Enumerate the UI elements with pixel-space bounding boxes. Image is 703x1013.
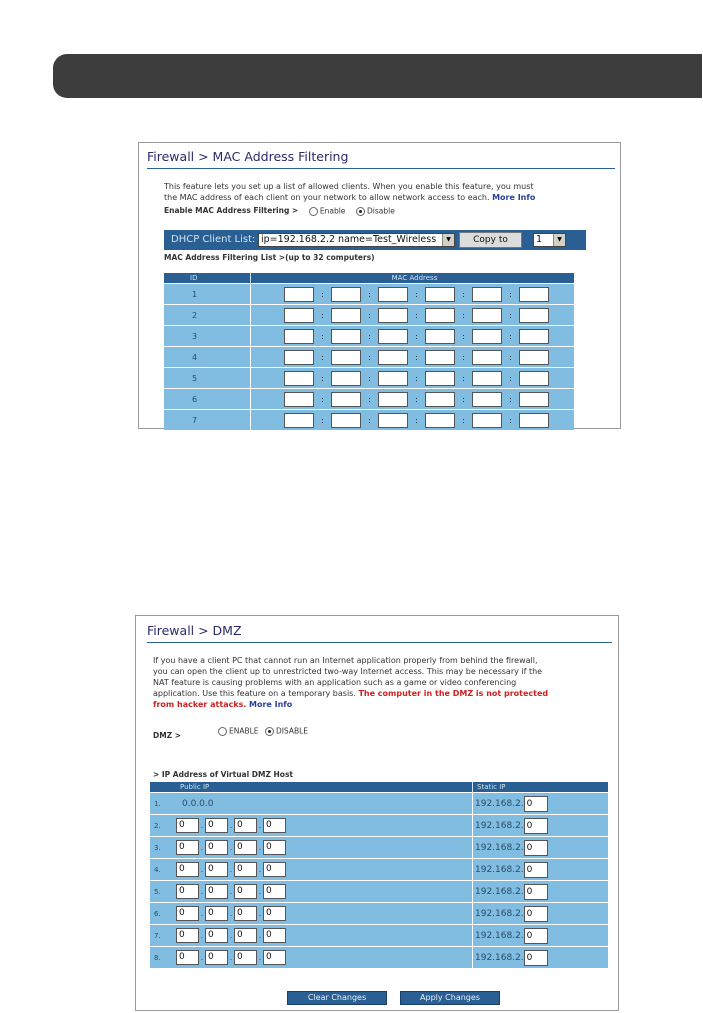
mac-col-id: ID: [164, 273, 251, 284]
public-ip-octet-input[interactable]: 0: [176, 884, 199, 899]
mac-separator: :: [462, 373, 465, 383]
mac-separator: :: [415, 289, 418, 299]
mac-address-table: [164, 273, 574, 430]
mac-separator: :: [462, 394, 465, 404]
mac-desc-line-2-text: the MAC address of each client on your network to allow network access to each.: [164, 193, 490, 202]
mac-octet-input[interactable]: [425, 392, 455, 407]
ip-dot: .: [229, 865, 233, 874]
mac-description: [164, 181, 604, 203]
mac-octet-input[interactable]: [331, 350, 361, 365]
public-ip-octet-input[interactable]: 0: [176, 906, 199, 921]
dmz-static-ip: [473, 837, 609, 859]
mac-enable-radio[interactable]: [309, 207, 318, 216]
dmz-row-number: 6.: [150, 903, 176, 925]
static-ip-input[interactable]: 0: [524, 950, 548, 966]
dmz-static-ip: [473, 859, 609, 881]
dmz-label: DMZ >: [153, 731, 182, 740]
public-ip-octet-input[interactable]: 0: [234, 818, 257, 833]
table-row: [150, 837, 608, 859]
mac-separator: :: [415, 331, 418, 341]
mac-separator: :: [321, 352, 324, 362]
table-row: [164, 305, 574, 326]
ip-dot: .: [258, 843, 262, 852]
public-ip-value: 0.0.0.0: [182, 798, 214, 809]
mac-octet-input[interactable]: [425, 329, 455, 344]
mac-octet-input[interactable]: [284, 371, 314, 386]
ip-dot: .: [200, 843, 204, 852]
dhcp-client-label: DHCP Client List:: [171, 234, 256, 245]
table-row: [150, 815, 608, 837]
dmz-public-ip: [176, 859, 473, 881]
public-ip-octet-input[interactable]: 0: [263, 862, 286, 877]
dmz-desc-line-4-text: application. Use this feature on a temporary basis.: [153, 689, 356, 698]
dmz-row-number: 7.: [150, 925, 176, 947]
mac-row-fields: [251, 368, 575, 389]
mac-row-fields: [251, 389, 575, 410]
mac-col-address: MAC Address: [251, 273, 575, 284]
chevron-down-icon: ▼: [442, 234, 454, 246]
mac-more-info-link[interactable]: More Info: [492, 193, 536, 202]
mac-separator: :: [509, 373, 512, 383]
static-ip-input[interactable]: 0: [524, 928, 548, 944]
dmz-public-ip: [176, 947, 473, 969]
public-ip-octet-input[interactable]: 0: [234, 840, 257, 855]
mac-separator: :: [462, 415, 465, 425]
public-ip-octet-input[interactable]: 0: [263, 884, 286, 899]
dmz-panel-title: Firewall > DMZ: [147, 623, 242, 638]
mac-octet-input[interactable]: [284, 413, 314, 428]
public-ip-octet-input[interactable]: 0: [234, 928, 257, 943]
ip-dot: .: [200, 953, 204, 962]
mac-octet-input[interactable]: [519, 413, 549, 428]
mac-separator: :: [368, 310, 371, 320]
mac-separator: :: [462, 352, 465, 362]
dmz-warning-1: The computer in the DMZ is not protected: [358, 689, 549, 698]
table-row: [164, 410, 574, 431]
mac-octet-input[interactable]: [519, 350, 549, 365]
copy-target-select[interactable]: [533, 233, 566, 247]
mac-separator: :: [415, 352, 418, 362]
ip-dot: .: [258, 953, 262, 962]
mac-octet-input[interactable]: [472, 392, 502, 407]
mac-separator: :: [509, 394, 512, 404]
mac-separator: :: [462, 331, 465, 341]
mac-row-fields: [251, 347, 575, 368]
mac-separator: :: [321, 310, 324, 320]
dmz-description: [153, 655, 608, 710]
mac-row-id: 2: [164, 305, 251, 326]
ip-dot: .: [258, 909, 262, 918]
public-ip-octet-input[interactable]: 0: [176, 840, 199, 855]
public-ip-octet-input[interactable]: 0: [263, 840, 286, 855]
dmz-enable-radio[interactable]: [218, 727, 227, 736]
copy-to-button[interactable]: Copy to: [459, 232, 522, 248]
ip-dot: .: [258, 931, 262, 940]
dmz-public-ip: [176, 881, 473, 903]
mac-separator: :: [462, 310, 465, 320]
dmz-static-ip: [473, 881, 609, 903]
dmz-public-ip: [176, 815, 473, 837]
mac-row-id: 7: [164, 410, 251, 431]
dmz-more-info-link[interactable]: More Info: [249, 700, 293, 709]
mac-octet-input[interactable]: [331, 413, 361, 428]
dmz-enable-text: ENABLE: [229, 726, 259, 736]
mac-title-divider: [147, 168, 615, 169]
static-ip-input[interactable]: 0: [524, 796, 548, 812]
mac-octet-input[interactable]: [378, 392, 408, 407]
mac-row-fields: [251, 326, 575, 347]
public-ip-octet-input[interactable]: 0: [176, 950, 199, 965]
dmz-row-number: 2.: [150, 815, 176, 837]
static-ip-prefix: 192.168.2.: [475, 798, 524, 809]
ip-dot: .: [200, 909, 204, 918]
dmz-host-table: [150, 782, 608, 968]
dmz-public-ip: [176, 837, 473, 859]
mac-separator: :: [368, 289, 371, 299]
dmz-row-number: 1.: [150, 793, 176, 815]
public-ip-octet-input[interactable]: 0: [234, 906, 257, 921]
dmz-disable-radio[interactable]: [265, 727, 274, 736]
copy-target-value: 1: [536, 234, 543, 245]
apply-changes-button[interactable]: Apply Changes: [400, 991, 500, 1005]
mac-row-id: 4: [164, 347, 251, 368]
mac-octet-input[interactable]: [284, 392, 314, 407]
mac-list-label: MAC Address Filtering List >(up to 32 computers): [164, 253, 375, 262]
table-row: [150, 793, 608, 815]
mac-enable-label: Enable MAC Address Filtering >: [164, 206, 299, 215]
mac-octet-input[interactable]: [425, 287, 455, 302]
table-row: [150, 859, 608, 881]
mac-octet-input[interactable]: [378, 308, 408, 323]
static-ip-input[interactable]: 0: [524, 884, 548, 900]
mac-disable-radio[interactable]: [356, 207, 365, 216]
mac-row-fields: [251, 305, 575, 326]
dmz-static-ip: [473, 947, 609, 969]
dmz-col-public: Public IP: [176, 782, 473, 793]
public-ip-octet-input[interactable]: 0: [234, 950, 257, 965]
public-ip-octet-input[interactable]: 0: [263, 950, 286, 965]
dhcp-client-select[interactable]: [258, 233, 455, 247]
dmz-static-ip: [473, 815, 609, 837]
chevron-down-icon: ▼: [553, 234, 565, 246]
mac-row-fields: [251, 410, 575, 431]
public-ip-octet-input[interactable]: 0: [176, 818, 199, 833]
dmz-row-number: 5.: [150, 881, 176, 903]
table-row: [164, 326, 574, 347]
public-ip-octet-input[interactable]: 0: [176, 862, 199, 877]
mac-octet-input[interactable]: [378, 350, 408, 365]
mac-disable-text: Disable: [367, 206, 395, 216]
mac-separator: :: [368, 331, 371, 341]
public-ip-octet-input[interactable]: 0: [205, 840, 228, 855]
table-row: [164, 347, 574, 368]
static-ip-input[interactable]: 0: [524, 840, 548, 856]
public-ip-octet-input[interactable]: 0: [205, 862, 228, 877]
table-row: [150, 925, 608, 947]
dmz-static-ip: [473, 903, 609, 925]
mac-octet-input[interactable]: [425, 371, 455, 386]
dmz-desc-line-2: you can open the client up to unrestricted two-way Internet access. This may be necessary if the: [153, 667, 543, 676]
static-ip-prefix: 192.168.2.: [475, 820, 524, 831]
dmz-row-number: 8.: [150, 947, 176, 969]
dmz-disable-text: DISABLE: [275, 726, 309, 736]
mac-separator: :: [415, 310, 418, 320]
ip-dot: .: [200, 887, 204, 896]
mac-octet-input[interactable]: [284, 308, 314, 323]
dmz-public-ip: [176, 925, 473, 947]
dmz-warning-2: from hacker attacks.: [153, 700, 247, 709]
dmz-desc-line-5: [153, 699, 608, 710]
dmz-desc-line-3: NAT feature is causing problems with an application such as a game or video conferencing: [153, 678, 517, 687]
dmz-static-ip: [473, 925, 609, 947]
static-ip-input[interactable]: 0: [524, 906, 548, 922]
mac-separator: :: [509, 415, 512, 425]
mac-separator: :: [321, 331, 324, 341]
public-ip-octet-input[interactable]: 0: [234, 884, 257, 899]
static-ip-prefix: 192.168.2.: [475, 864, 524, 875]
mac-separator: :: [368, 373, 371, 383]
static-ip-input[interactable]: 0: [524, 818, 548, 834]
table-row: [150, 947, 608, 969]
mac-octet-input[interactable]: [472, 287, 502, 302]
mac-octet-input[interactable]: [472, 413, 502, 428]
mac-desc-line-2: [164, 192, 604, 203]
public-ip-octet-input[interactable]: 0: [234, 862, 257, 877]
mac-octet-input[interactable]: [425, 350, 455, 365]
static-ip-prefix: 192.168.2.: [475, 842, 524, 853]
mac-octet-input[interactable]: [519, 371, 549, 386]
ip-dot: .: [258, 821, 262, 830]
ip-dot: .: [200, 865, 204, 874]
mac-octet-input[interactable]: [472, 329, 502, 344]
mac-separator: :: [321, 415, 324, 425]
mac-separator: :: [415, 415, 418, 425]
mac-separator: :: [509, 289, 512, 299]
public-ip-octet-input[interactable]: 0: [176, 928, 199, 943]
mac-separator: :: [509, 331, 512, 341]
dmz-title-divider: [147, 642, 612, 643]
ip-dot: .: [200, 821, 204, 830]
ip-dot: .: [229, 931, 233, 940]
table-row: [150, 903, 608, 925]
mac-octet-input[interactable]: [519, 308, 549, 323]
ip-dot: .: [229, 953, 233, 962]
public-ip-octet-input[interactable]: 0: [205, 950, 228, 965]
mac-separator: :: [415, 394, 418, 404]
mac-octet-input[interactable]: [519, 329, 549, 344]
public-ip-octet-input[interactable]: 0: [263, 928, 286, 943]
table-row: [164, 284, 574, 305]
page-header-bar: [53, 54, 702, 98]
mac-row-id: 1: [164, 284, 251, 305]
dmz-desc-line-4: [153, 688, 608, 699]
public-ip-octet-input[interactable]: 0: [263, 818, 286, 833]
ip-dot: .: [229, 821, 233, 830]
mac-separator: :: [321, 289, 324, 299]
mac-row-fields: [251, 284, 575, 305]
static-ip-prefix: 192.168.2.: [475, 886, 524, 897]
mac-octet-input[interactable]: [284, 350, 314, 365]
dmz-static-ip: [473, 793, 609, 815]
ip-dot: .: [258, 887, 262, 896]
table-row: [164, 389, 574, 410]
mac-octet-input[interactable]: [331, 392, 361, 407]
static-ip-input[interactable]: 0: [524, 862, 548, 878]
mac-separator: :: [415, 373, 418, 383]
static-ip-prefix: 192.168.2.: [475, 908, 524, 919]
mac-separator: :: [509, 310, 512, 320]
mac-octet-input[interactable]: [284, 329, 314, 344]
mac-octet-input[interactable]: [519, 287, 549, 302]
dmz-row-number: 3.: [150, 837, 176, 859]
dmz-public-ip: [176, 793, 473, 815]
mac-octet-input[interactable]: [378, 329, 408, 344]
mac-octet-input[interactable]: [331, 329, 361, 344]
public-ip-octet-input[interactable]: 0: [263, 906, 286, 921]
mac-separator: :: [509, 352, 512, 362]
mac-octet-input[interactable]: [378, 287, 408, 302]
mac-octet-input[interactable]: [472, 371, 502, 386]
mac-row-id: 5: [164, 368, 251, 389]
table-row: [150, 881, 608, 903]
mac-octet-input[interactable]: [378, 371, 408, 386]
mac-desc-line-1: This feature lets you set up a list of allowed clients. When you enable this feature, you must: [164, 182, 534, 191]
ip-dot: .: [229, 909, 233, 918]
dmz-col-num: [150, 782, 176, 793]
dmz-radio-group: [210, 726, 308, 736]
ip-dot: .: [258, 865, 262, 874]
dmz-row-number: 4.: [150, 859, 176, 881]
clear-changes-button[interactable]: Clear Changes: [287, 991, 387, 1005]
public-ip-octet-input[interactable]: 0: [205, 884, 228, 899]
ip-dot: .: [229, 843, 233, 852]
mac-row-id: 3: [164, 326, 251, 347]
mac-enable-text: Enable: [319, 206, 346, 216]
ip-dot: .: [200, 931, 204, 940]
dmz-host-label: > IP Address of Virtual DMZ Host: [153, 770, 294, 779]
mac-octet-input[interactable]: [331, 371, 361, 386]
mac-separator: :: [321, 373, 324, 383]
dhcp-client-value: ip=192.168.2.2 name=Test_Wireless: [261, 234, 437, 245]
public-ip-octet-input[interactable]: 0: [205, 818, 228, 833]
mac-octet-input[interactable]: [331, 287, 361, 302]
mac-octet-input[interactable]: [472, 350, 502, 365]
mac-octet-input[interactable]: [331, 308, 361, 323]
mac-separator: :: [368, 394, 371, 404]
mac-octet-input[interactable]: [425, 308, 455, 323]
mac-octet-input[interactable]: [378, 413, 408, 428]
public-ip-octet-input[interactable]: 0: [205, 928, 228, 943]
mac-enable-row: [164, 206, 395, 216]
dmz-public-ip: [176, 903, 473, 925]
static-ip-prefix: 192.168.2.: [475, 930, 524, 941]
dmz-col-static: Static IP: [473, 782, 609, 793]
public-ip-octet-input[interactable]: 0: [205, 906, 228, 921]
mac-row-id: 6: [164, 389, 251, 410]
mac-octet-input[interactable]: [425, 413, 455, 428]
mac-separator: :: [321, 394, 324, 404]
mac-separator: :: [368, 352, 371, 362]
mac-octet-input[interactable]: [519, 392, 549, 407]
mac-separator: :: [368, 415, 371, 425]
mac-octet-input[interactable]: [472, 308, 502, 323]
mac-octet-input[interactable]: [284, 287, 314, 302]
mac-panel-title: Firewall > MAC Address Filtering: [147, 149, 349, 164]
mac-separator: :: [462, 289, 465, 299]
dmz-desc-line-1: If you have a client PC that cannot run an Internet application properly from behind the firewall,: [153, 656, 538, 665]
ip-dot: .: [229, 887, 233, 896]
static-ip-prefix: 192.168.2.: [475, 952, 524, 963]
table-row: [164, 368, 574, 389]
